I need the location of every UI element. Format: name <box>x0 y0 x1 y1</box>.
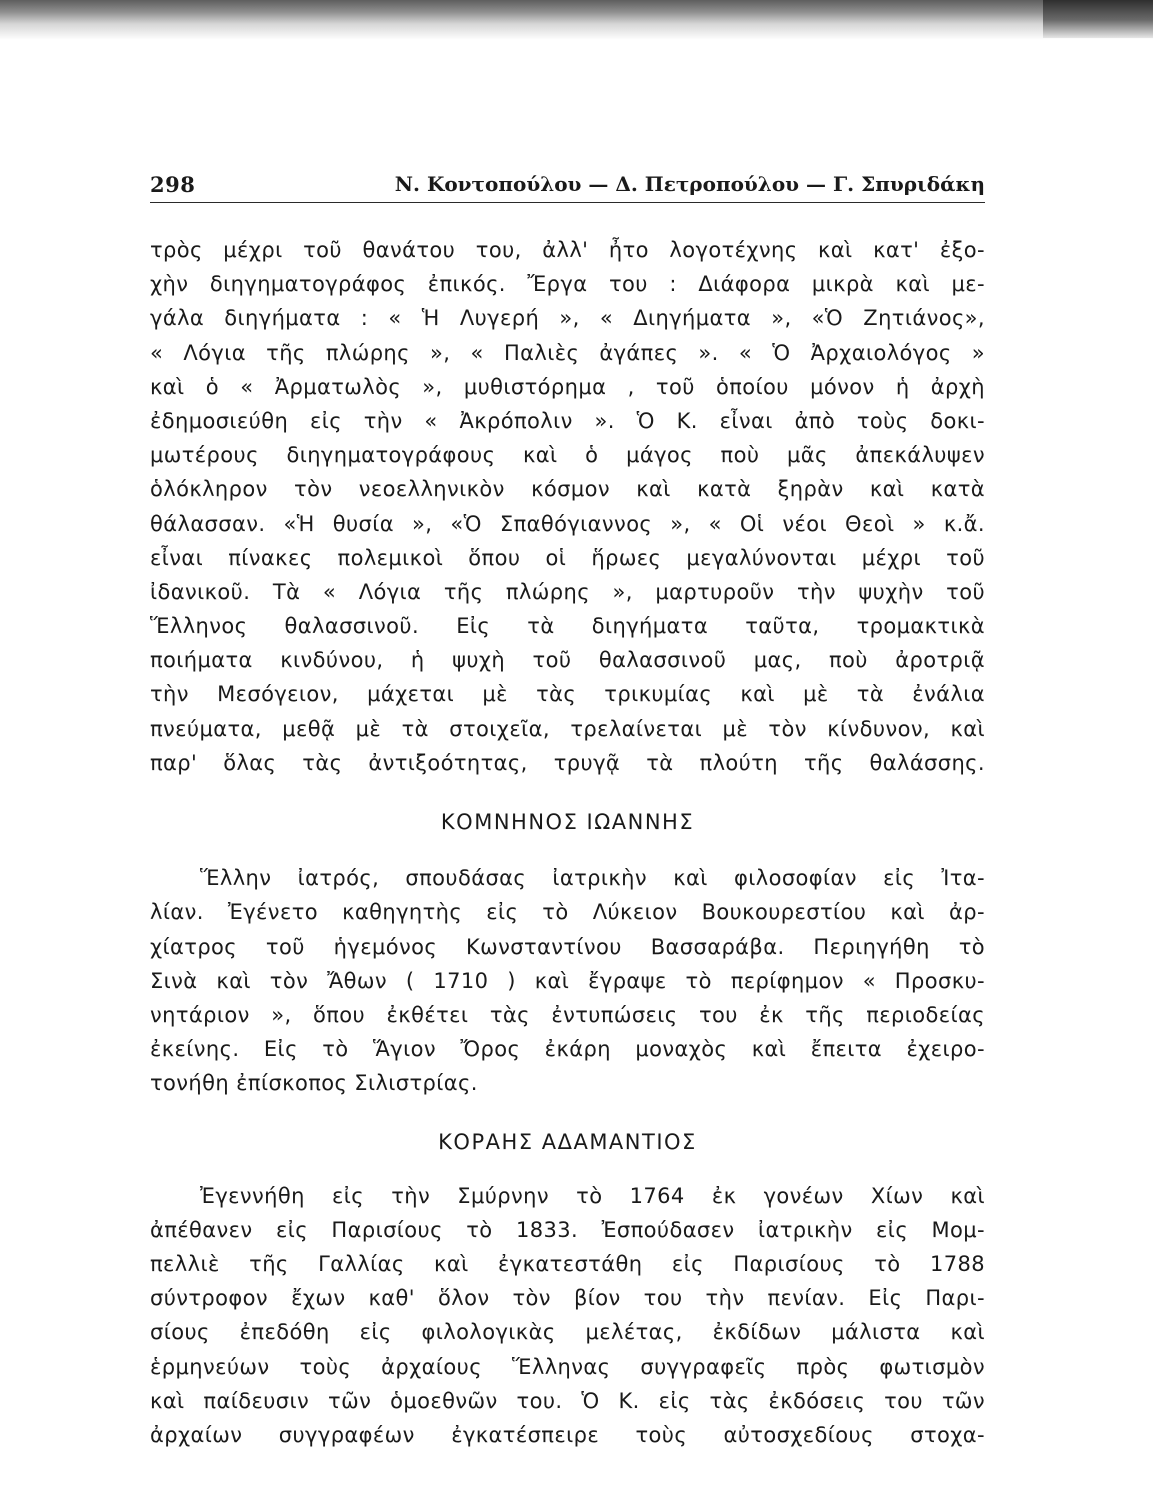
text-line: τονήθη ἐπίσκοπος Σιλιστρίας. <box>150 1071 478 1096</box>
page-body <box>150 233 985 1452</box>
spacer <box>150 839 985 861</box>
text-line: ποιήματα κινδύνου, ἡ ψυχὴ τοῦ θαλασσινοῦ μας, ποὺ ἀροτριᾷ <box>150 648 985 673</box>
text-line: ἑρμηνεύων τοὺς ἀρχαίους Ἕλληνας συγγραφεῖς πρὸς φωτισμὸν <box>150 1354 985 1379</box>
text-line: μωτέρους διηγηματογράφους καὶ ὁ μάγος ποὺ μᾶς ἀπεκάλυψεν <box>150 443 985 468</box>
text-line: θάλασσαν. «Ἡ θυσία », «Ὁ Σπαθόγιαννος », « Οἱ νέοι Θεοὶ » κ.ἄ. <box>150 511 985 536</box>
text-line: Σινὰ καὶ τὸν Ἄθων ( 1710 ) καὶ ἔγραψε τὸ περίφημον « Προσκυ- <box>150 968 985 993</box>
text-line: γάλα διηγήματα : « Ἡ Λυγερή », « Διηγήματα », «Ὁ Ζητιάνος», <box>150 306 985 331</box>
text-line: νητάριον », ὅπου ἐκθέτει τὰς ἐντυπώσεις του ἐκ τῆς περιοδείας <box>150 1002 985 1027</box>
page-number: 298 <box>150 172 196 197</box>
text-line: χὴν διηγηματογράφος ἐπικός. Ἔργα του : Διάφορα μικρὰ καὶ με- <box>150 272 985 297</box>
text-line: πνεύματα, μεθᾷ μὲ τὰ στοιχεῖα, τρελαίνεται μὲ τὸν κίνδυνον, καὶ <box>150 716 985 741</box>
spacer <box>150 1101 985 1125</box>
text-line: παρ' ὅλας τὰς ἀντιξοότητας, τρυγᾷ τὰ πλούτη τῆς θαλάσσης. <box>150 750 985 775</box>
text-line: ὁλόκληρον τὸν νεοελληνικὸν κόσμον καὶ κατὰ ξηρὰν καὶ κατὰ <box>150 477 985 502</box>
text-line: καὶ ὁ « Ἀρματωλὸς », μυθιστόρημα , τοῦ ὁποίου μόνον ἡ ἀρχὴ <box>150 374 985 399</box>
text-line: Ἐγεννήθη εἰς τὴν Σμύρνην τὸ 1764 ἐκ γονέων Χίων καὶ <box>200 1183 985 1208</box>
text-line: Ἕλλην ἰατρός, σπουδάσας ἰατρικὴν καὶ φιλοσοφίαν εἰς Ἰτα- <box>200 866 985 891</box>
text-line: χίατρος τοῦ ἡγεμόνος Κωνσταντίνου Βασσαράβα. Περιηγήθη τὸ <box>150 934 985 959</box>
text-line: ἀπέθανεν εἰς Παρισίους τὸ 1833. Ἐσπούδασεν ἰατρικὴν εἰς Μομ- <box>150 1217 985 1242</box>
text-line: τρὸς μέχρι τοῦ θανάτου του, ἀλλ' ἦτο λογοτέχνης καὶ κατ' ἐξο- <box>150 238 985 262</box>
entry-heading-komninos: ΚΟΜΝΗΝΟΣ ΙΩΑΝΝΗΣ <box>440 810 695 834</box>
paragraph-komninos <box>150 861 985 1100</box>
text-line: ἐκείνης. Εἰς τὸ Ἅγιον Ὄρος ἐκάρη μοναχὸς καὶ ἔπειτα ἐχειρο- <box>150 1037 985 1062</box>
text-line: Ἕλληνος θαλασσινοῦ. Εἰς τὰ διηγήματα ταῦτα, τρομακτικὰ <box>150 614 985 639</box>
text-line: λίαν. Ἐγένετο καθηγητὴς εἰς τὸ Λύκειον Βουκουρεστίου καὶ ἀρ- <box>150 900 985 925</box>
running-head: Ν. Κοντοπούλου — Δ. Πετροπούλου — Γ. Σπυριδάκη <box>394 172 985 196</box>
entry-heading-korais: ΚΟΡΑΗΣ ΑΔΑΜΑΝΤΙΟΣ <box>438 1129 697 1154</box>
text-line: ἰδανικοῦ. Τὰ « Λόγια τῆς πλώρης », μαρτυροῦν τὴν ψυχὴν τοῦ <box>150 579 985 604</box>
text-line: σίους ἐπεδόθη εἰς φιλολογικὰς μελέτας, ἐκδίδων μάλιστα καὶ <box>150 1320 985 1345</box>
text-line: « Λόγια τῆς πλώρης », « Παλιὲς ἀγάπες ». « Ὁ Ἀρχαιολόγος » <box>150 340 985 365</box>
text-line: πελλιὲ τῆς Γαλλίας καὶ ἐγκατεστάθη εἰς Παρισίους τὸ 1788 <box>150 1252 985 1277</box>
spacer <box>150 780 985 805</box>
text-line: σύντροφον ἔχων καθ' ὅλον τὸν βίον του τὴν πενίαν. Εἰς Παρι- <box>150 1286 985 1311</box>
text-line: ἐδημοσιεύθη εἰς τὴν « Ἀκρόπολιν ». Ὁ Κ. εἶναι ἀπὸ τοὺς δοκι- <box>150 408 985 433</box>
paragraph-korais <box>150 1179 985 1453</box>
text-line: καὶ παίδευσιν τῶν ὁμοεθνῶν του. Ὁ Κ. εἰς τὰς ἐκδόσεις του τῶν <box>150 1388 985 1413</box>
text-line: ἀρχαίων συγγραφέων ἐγκατέσπειρε τοὺς αὐτοσχεδίους στοχα- <box>150 1423 985 1447</box>
page-header <box>150 168 985 203</box>
text-line: εἶναι πίνακες πολεμικοὶ ὅπου οἱ ἥρωες μεγαλύνονται μέχρι τοῦ <box>150 545 985 570</box>
paragraph-continued <box>150 233 985 780</box>
text-line: τὴν Μεσόγειον, μάχεται μὲ τὰς τρικυμίας καὶ μὲ τὰ ἐνάλια <box>150 682 985 707</box>
spacer <box>150 1159 985 1179</box>
